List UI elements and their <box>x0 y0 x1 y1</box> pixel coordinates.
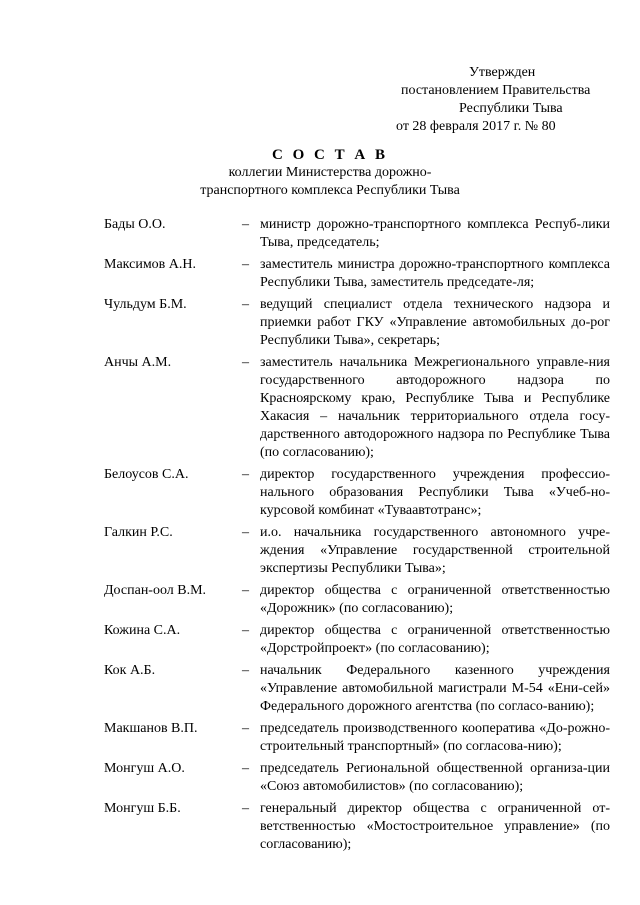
member-row <box>104 296 610 350</box>
document-heading <box>90 146 570 200</box>
members-list <box>104 216 610 858</box>
member-dash: – <box>242 761 249 776</box>
member-name: Максимов А.Н. <box>104 257 197 272</box>
member-name: Монгуш Б.Б. <box>104 801 181 816</box>
member-dash: – <box>242 583 249 598</box>
member-dash: – <box>242 467 249 482</box>
member-row <box>104 800 610 854</box>
member-row <box>104 720 610 756</box>
document-subtitle-line1: коллегии Министерства дорожно- <box>228 165 432 180</box>
member-role: директор общества с ограниченной ответственностью «Дорожник» (по согласованию); <box>260 583 610 616</box>
member-role: генеральный директор общества с ограниченной от-ветственностью «Мостостроительное управление» (по согласованию); <box>260 801 610 852</box>
member-dash: – <box>242 801 249 816</box>
member-row <box>104 760 610 796</box>
member-dash: – <box>242 297 249 312</box>
member-name: Макшанов В.П. <box>104 721 198 736</box>
member-name: Анчы А.М. <box>104 355 172 370</box>
member-dash: – <box>242 721 249 736</box>
member-row <box>104 622 610 658</box>
member-role: директор общества с ограниченной ответственностью «Дорстройпроект» (по согласованию); <box>260 623 610 656</box>
approval-block <box>360 64 610 136</box>
member-row <box>104 354 610 462</box>
member-name: Кожина С.А. <box>104 623 181 638</box>
member-dash: – <box>242 217 249 232</box>
member-row <box>104 216 610 252</box>
member-role: председатель производственного кооператива «До-рожно-строительный транспортный» (по согласова-нию); <box>260 721 610 754</box>
member-role: заместитель министра дорожно-транспортного комплекса Республики Тыва, заместитель председате-ля; <box>260 257 610 290</box>
document-title: С О С Т А В <box>272 147 388 163</box>
member-role: министр дорожно-транспортного комплекса Респуб-лики Тыва, председатель; <box>260 217 610 250</box>
member-row <box>104 466 610 520</box>
approval-line-approved: Утвержден <box>469 65 536 80</box>
approval-line-date: от 28 февраля 2017 г. № 80 <box>396 119 556 134</box>
member-name: Доспан-оол В.М. <box>104 583 207 598</box>
member-role: начальник Федерального казенного учреждения «Управление автомобильной магистрали М-54 «Ени-сей» Федерального дорожного агентства (по согласо-ванию); <box>260 663 610 714</box>
member-role: ведущий специалист отдела технического надзора и приемки работ ГКУ «Управление автомобильных до-рог Республики Тыва», секретарь; <box>260 297 610 348</box>
member-dash: – <box>242 525 249 540</box>
member-dash: – <box>242 355 249 370</box>
member-dash: – <box>242 623 249 638</box>
member-name: Бады О.О. <box>104 217 166 232</box>
approval-line-republic: Республики Тыва <box>459 101 563 116</box>
approval-line-resolution: постановлением Правительства <box>401 83 591 98</box>
member-row <box>104 582 610 618</box>
member-name: Кок А.Б. <box>104 663 156 678</box>
member-row <box>104 662 610 716</box>
member-role: директор государственного учреждения профессио-нального образования Республики Тыва «Учеб-но-курсовой комбинат «Туваавтотранс»; <box>260 467 610 518</box>
member-dash: – <box>242 257 249 272</box>
member-dash: – <box>242 663 249 678</box>
member-name: Чульдум Б.М. <box>104 297 187 312</box>
member-role: председатель Региональной общественной организа-ции «Союз автомобилистов» (по согласованию); <box>260 761 610 794</box>
member-name: Белоусов С.А. <box>104 467 189 482</box>
member-role: и.о. начальника государственного автономного учре-ждения «Управление государственной строительной экспертизы Республики Тыва»; <box>260 525 610 576</box>
member-row <box>104 256 610 292</box>
member-role: заместитель начальника Межрегионального управле-ния государственного автодорожного надзора по Красноярскому краю, Республике Тыва и Республике Хакасия – начальник территориального отдела госу-дарственного автодорожного надзора по Республике Тыва (по согласованию); <box>260 355 610 460</box>
member-name: Монгуш А.О. <box>104 761 185 776</box>
member-name: Галкин Р.С. <box>104 525 173 540</box>
document-subtitle-line2: транспортного комплекса Республики Тыва <box>200 183 460 198</box>
member-row <box>104 524 610 578</box>
